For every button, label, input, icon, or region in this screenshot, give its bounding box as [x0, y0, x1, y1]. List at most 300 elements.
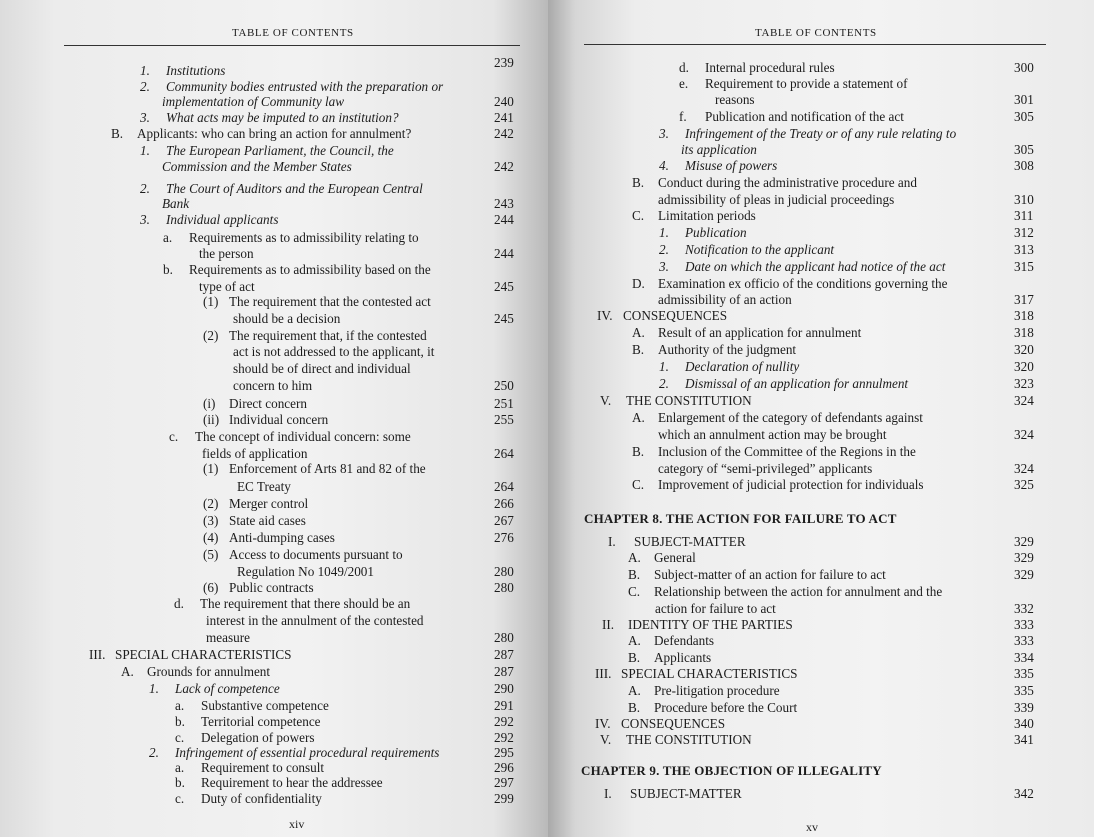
- toc-page-number: 292: [494, 714, 514, 729]
- toc-entry-number: A.: [632, 410, 645, 425]
- toc-page-number: 301: [1014, 92, 1034, 107]
- toc-entry: [632, 208, 756, 223]
- toc-page-number: 296: [494, 760, 514, 775]
- toc-entry: [632, 410, 923, 425]
- toc-entry: [628, 567, 886, 582]
- toc-entry-number: (2): [203, 328, 219, 343]
- toc-entry-title: concern to him: [233, 378, 313, 393]
- toc-entry-title: Pre-litigation procedure: [654, 683, 780, 698]
- toc-entry: [111, 126, 411, 141]
- toc-entry-number: 1.: [140, 63, 150, 78]
- toc-entry: [632, 444, 916, 459]
- toc-entry: [140, 143, 394, 158]
- toc-entry-title: Enlargement of the category of defendants against: [658, 410, 923, 425]
- toc-entry: [203, 530, 335, 545]
- toc-page-number: 312: [1014, 225, 1034, 240]
- toc-entry-number: 2.: [659, 376, 669, 391]
- toc-entry-title: Examination ex officio of the conditions governing the: [658, 276, 948, 291]
- toc-entry-title: Territorial competence: [201, 714, 321, 729]
- toc-entry: [628, 700, 797, 715]
- toc-entry-title: Dismissal of an application for annulment: [685, 376, 909, 391]
- toc-entry-number: B.: [628, 567, 641, 582]
- toc-page-number: 276: [494, 530, 514, 545]
- toc-entry-number: IV.: [597, 308, 613, 323]
- toc-entry: [600, 732, 752, 747]
- toc-page-number: 264: [494, 479, 514, 494]
- toc-entry-title: CONSEQUENCES: [621, 716, 726, 731]
- toc-entry: [233, 344, 434, 359]
- toc-entry-number: II.: [602, 617, 615, 632]
- toc-entry-title: The European Parliament, the Council, the: [166, 143, 394, 158]
- toc-entry-number: A.: [632, 325, 645, 340]
- toc-page-number: 324: [1014, 461, 1034, 476]
- toc-entry-number: V.: [600, 393, 612, 408]
- toc-entry-title: admissibility of an action: [658, 292, 792, 307]
- toc-entry-title: The requirement that, if the contested: [229, 328, 427, 343]
- toc-entry-number: (ii): [203, 412, 220, 427]
- toc-page-number: 329: [1014, 550, 1034, 565]
- toc-entry: [608, 534, 746, 549]
- toc-entry: [203, 412, 328, 427]
- toc-page-number: 341: [1014, 732, 1034, 747]
- toc-entry-title: reasons: [715, 92, 755, 107]
- toc-entry-number: 2.: [140, 79, 150, 94]
- toc-entry-number: V.: [600, 732, 612, 747]
- toc-entry-title: Substantive competence: [201, 698, 329, 713]
- toc-entry-title: Declaration of nullity: [685, 359, 800, 374]
- right-folio: xv: [806, 820, 818, 834]
- toc-page-number: 325: [1014, 477, 1034, 492]
- toc-entry: [658, 427, 887, 442]
- toc-entry-title: Publication: [685, 225, 747, 240]
- toc-entry: [655, 601, 776, 616]
- toc-entry: [163, 230, 419, 245]
- toc-page-number: 329: [1014, 534, 1034, 549]
- toc-entry: [600, 393, 752, 408]
- toc-entry-number: (6): [203, 580, 219, 595]
- toc-entry-title: Requirements as to admissibility relating to: [189, 230, 419, 245]
- toc-page-number: 332: [1014, 601, 1034, 616]
- toc-entry: [628, 683, 780, 698]
- toc-entry: [199, 279, 255, 294]
- toc-page-number: 297: [494, 775, 514, 790]
- toc-entry: [203, 513, 306, 528]
- toc-entry-title: Applicants: [654, 650, 712, 665]
- toc-page-number: 315: [1014, 259, 1034, 274]
- toc-entry-number: A.: [121, 664, 134, 679]
- toc-entry-title: Relationship between the action for annulment and the: [654, 584, 943, 599]
- toc-entry: [162, 94, 344, 109]
- toc-entry-number: f.: [679, 109, 687, 124]
- toc-page-number: 287: [494, 647, 514, 662]
- toc-entry-title: SPECIAL CHARACTERISTICS: [621, 666, 798, 681]
- toc-entry: [175, 714, 321, 729]
- toc-page-number: 264: [494, 446, 514, 461]
- toc-page-number: 333: [1014, 617, 1034, 632]
- toc-page-number: 280: [494, 630, 514, 645]
- toc-entry: [659, 225, 747, 240]
- toc-entry: [679, 60, 835, 75]
- toc-entry-number: e.: [679, 76, 689, 91]
- toc-entry-number: B.: [632, 444, 645, 459]
- toc-entry-number: (5): [203, 547, 219, 562]
- toc-page-number: 242: [494, 126, 514, 141]
- toc-entry: [169, 429, 411, 444]
- toc-entry: [632, 175, 917, 190]
- toc-entry-number: 3.: [140, 110, 150, 125]
- toc-entry-title: General: [654, 550, 696, 565]
- toc-entry: [199, 246, 254, 261]
- toc-page-number: 333: [1014, 633, 1034, 648]
- toc-entry-title: Misuse of powers: [685, 158, 778, 173]
- toc-entry-title: Requirement to provide a statement of: [705, 76, 908, 91]
- toc-entry-title: Result of an application for annulment: [658, 325, 862, 340]
- toc-entry-title: the person: [199, 246, 254, 261]
- toc-entry-title: Notification to the applicant: [685, 242, 835, 257]
- toc-page-number: 318: [1014, 325, 1034, 340]
- toc-entry-number: III.: [595, 666, 612, 681]
- toc-entry-title: SUBJECT-MATTER: [634, 534, 746, 549]
- toc-entry: [149, 745, 439, 760]
- toc-entry: [659, 126, 956, 141]
- toc-page-number: 305: [1014, 142, 1034, 157]
- toc-entry-number: B.: [632, 342, 645, 357]
- toc-entry-number: 2.: [149, 745, 159, 760]
- toc-entry-number: (i): [203, 396, 216, 411]
- toc-entry-title: Internal procedural rules: [705, 60, 835, 75]
- toc-entry-number: C.: [628, 584, 641, 599]
- toc-page-number: 299: [494, 791, 514, 806]
- toc-entry-number: 1.: [149, 681, 159, 696]
- toc-entry-number: I.: [608, 534, 616, 549]
- toc-entry: [628, 584, 942, 599]
- toc-entry-title: admissibility of pleas in judicial proceedings: [658, 192, 895, 207]
- toc-page-number: 241: [494, 110, 514, 125]
- toc-entry: [203, 547, 403, 562]
- toc-entry: [140, 63, 225, 78]
- toc-entry-title: act is not addressed to the applicant, it: [233, 344, 435, 359]
- toc-entry-title: Access to documents pursuant to: [229, 547, 403, 562]
- toc-page-number: 335: [1014, 683, 1034, 698]
- toc-entry: [604, 786, 742, 801]
- toc-page-number: 287: [494, 664, 514, 679]
- toc-entry-number: A.: [628, 633, 641, 648]
- toc-entry: [632, 477, 924, 492]
- toc-entry-title: Limitation periods: [658, 208, 756, 223]
- toc-page-number: 342: [1014, 786, 1034, 801]
- toc-entry-number: B.: [111, 126, 124, 141]
- toc-page-number: 295: [494, 745, 514, 760]
- toc-entry: [206, 630, 250, 645]
- toc-entry-title: fields of application: [202, 446, 308, 461]
- toc-entry-number: b.: [175, 714, 185, 729]
- toc-page-number: 320: [1014, 342, 1034, 357]
- toc-entry-title: Requirements as to admissibility based on the: [189, 262, 431, 277]
- toc-page-number: 244: [494, 246, 514, 261]
- toc-entry: [175, 730, 315, 745]
- toc-entry-number: C.: [632, 477, 645, 492]
- toc-entry-title: SUBJECT-MATTER: [630, 786, 742, 801]
- toc-entry: [203, 580, 314, 595]
- toc-entry-title: interest in the annulment of the contested: [206, 613, 424, 628]
- toc-page-number: 255: [494, 412, 514, 427]
- toc-entry: [202, 446, 307, 461]
- toc-entry-number: c.: [175, 791, 185, 806]
- toc-entry-number: IV.: [595, 716, 611, 731]
- toc-entry-title: action for failure to act: [655, 601, 776, 616]
- toc-page-number: 313: [1014, 242, 1034, 257]
- toc-entry-title: Regulation No 1049/2001: [237, 564, 374, 579]
- toc-entry-title: CONSEQUENCES: [623, 308, 728, 323]
- toc-entry: [628, 550, 696, 565]
- toc-entry-title: measure: [206, 630, 250, 645]
- toc-entry-title: Enforcement of Arts 81 and 82 of the: [229, 461, 426, 476]
- toc-entry: [203, 461, 426, 476]
- right-header-rule: [584, 44, 1046, 45]
- toc-entry-title: THE CONSTITUTION: [626, 393, 752, 408]
- toc-entry-title: Subject-matter of an action for failure to act: [654, 567, 886, 582]
- toc-entry-number: 1.: [659, 225, 669, 240]
- toc-page-number: 329: [1014, 567, 1034, 582]
- toc-entry-number: A.: [628, 683, 641, 698]
- toc-entry: [628, 633, 714, 648]
- toc-entry: [715, 92, 755, 107]
- toc-entry-title: The concept of individual concern: some: [195, 429, 411, 444]
- toc-page-number: 240: [494, 94, 514, 109]
- toc-entry-title: Applicants: who can bring an action for annulment?: [137, 126, 412, 141]
- toc-entry-title: Community bodies entrusted with the preparation or: [166, 79, 444, 94]
- toc-page-number: 242: [494, 159, 514, 174]
- left-header-rule: [64, 45, 520, 46]
- toc-page-number: 292: [494, 730, 514, 745]
- toc-entry: [89, 647, 291, 662]
- right-page: [548, 0, 1094, 837]
- toc-entry-number: B.: [628, 650, 641, 665]
- toc-entry-number: 1.: [140, 143, 150, 158]
- toc-entry: [162, 196, 189, 211]
- toc-entry-title: type of act: [199, 279, 255, 294]
- toc-entry: [632, 325, 861, 340]
- toc-entry-title: EC Treaty: [237, 479, 291, 494]
- toc-entry-title: Commission and the Member States: [162, 159, 352, 174]
- toc-entry-title: Defendants: [654, 633, 715, 648]
- toc-entry-title: Infringement of the Treaty or of any rule relating to: [685, 126, 957, 141]
- toc-entry-number: C.: [632, 208, 645, 223]
- toc-entry: [659, 359, 799, 374]
- toc-entry: [206, 613, 424, 628]
- toc-entry-title: Bank: [162, 196, 190, 211]
- toc-entry-title: The Court of Auditors and the European Central: [166, 181, 423, 196]
- toc-entry-title: Individual concern: [229, 412, 329, 427]
- toc-entry: [233, 361, 411, 376]
- toc-entry-title: its application: [681, 142, 757, 157]
- toc-entry-title: Grounds for annulment: [147, 664, 271, 679]
- toc-entry: [121, 664, 270, 679]
- toc-entry: [162, 159, 352, 174]
- chapter-heading: [584, 511, 897, 526]
- toc-entry: [658, 461, 872, 476]
- toc-page-number: 339: [1014, 700, 1034, 715]
- toc-entry: [659, 242, 834, 257]
- toc-entry-title: Requirement to consult: [201, 760, 325, 775]
- toc-entry-number: c.: [169, 429, 179, 444]
- toc-entry: [659, 158, 777, 173]
- toc-entry-number: a.: [163, 230, 173, 245]
- toc-entry: [175, 698, 329, 713]
- toc-entry-number: 1.: [659, 359, 669, 374]
- toc-entry-title: Improvement of judicial protection for individuals: [658, 477, 924, 492]
- toc-entry: [595, 666, 797, 681]
- toc-page-number: 290: [494, 681, 514, 696]
- toc-page-number: 251: [494, 396, 514, 411]
- toc-entry-title: Conduct during the administrative procedure and: [658, 175, 917, 190]
- toc-entry-title: Date on which the applicant had notice of the act: [685, 259, 946, 274]
- toc-entry-number: 3.: [140, 212, 150, 227]
- toc-entry-title: which an annulment action may be brought: [658, 427, 887, 442]
- toc-entry-number: a.: [175, 698, 185, 713]
- toc-entry: [632, 342, 796, 357]
- toc-page-number: 239: [494, 55, 514, 70]
- toc-entry: [659, 376, 908, 391]
- toc-entry-title: Inclusion of the Committee of the Regions in the: [658, 444, 916, 459]
- toc-entry-title: Authority of the judgment: [658, 342, 797, 357]
- toc-entry: [597, 308, 727, 323]
- toc-entry-title: Merger control: [229, 496, 309, 511]
- toc-entry: [237, 479, 291, 494]
- toc-entry-title: State aid cases: [229, 513, 306, 528]
- toc-entry-number: A.: [628, 550, 641, 565]
- right-running-head: TABLE OF CONTENTS: [755, 27, 877, 39]
- toc-entry-number: 2.: [140, 181, 150, 196]
- toc-entry-title: The requirement that there should be an: [200, 596, 411, 611]
- toc-entry-title: Procedure before the Court: [654, 700, 798, 715]
- toc-page-number: 318: [1014, 308, 1034, 323]
- toc-entry-number: d.: [679, 60, 689, 75]
- toc-page-number: 335: [1014, 666, 1034, 681]
- toc-page-number: 323: [1014, 376, 1034, 391]
- toc-entry: [175, 791, 322, 806]
- toc-entry: [203, 396, 307, 411]
- toc-entry-number: D.: [632, 276, 645, 291]
- toc-entry-title: CHAPTER 9. THE OBJECTION OF ILLEGALITY: [581, 763, 882, 778]
- toc-entry: [658, 192, 894, 207]
- toc-entry-title: Institutions: [166, 63, 226, 78]
- toc-entry: [149, 681, 280, 696]
- toc-entry-number: 3.: [659, 126, 669, 141]
- toc-entry-number: 4.: [659, 158, 669, 173]
- toc-entry: [233, 378, 312, 393]
- toc-entry: [140, 181, 423, 196]
- toc-entry: [679, 109, 904, 124]
- toc-entry-number: B.: [628, 700, 641, 715]
- toc-page-number: 266: [494, 496, 514, 511]
- toc-entry-title: IDENTITY OF THE PARTIES: [628, 617, 793, 632]
- toc-page-number: 324: [1014, 427, 1034, 442]
- toc-entry-title: Publication and notification of the act: [705, 109, 904, 124]
- toc-entry: [140, 79, 443, 94]
- toc-entry: [203, 496, 308, 511]
- toc-entry-number: (1): [203, 461, 219, 476]
- toc-entry: [237, 564, 374, 579]
- toc-entry-number: (2): [203, 496, 219, 511]
- toc-entry-number: (3): [203, 513, 219, 528]
- toc-entry-number: B.: [632, 175, 645, 190]
- toc-entry-number: b.: [175, 775, 185, 790]
- toc-entry: [628, 650, 711, 665]
- toc-entry-title: Anti-dumping cases: [229, 530, 335, 545]
- toc-entry-number: I.: [604, 786, 612, 801]
- toc-page-number: 244: [494, 212, 514, 227]
- toc-entry: [175, 760, 324, 775]
- toc-entry: [140, 110, 399, 125]
- toc-entry-title: Duty of confidentiality: [201, 791, 322, 806]
- toc-page-number: 340: [1014, 716, 1034, 731]
- toc-entry-number: 3.: [659, 259, 669, 274]
- toc-entry: [233, 311, 340, 326]
- toc-entry-number: a.: [175, 760, 185, 775]
- toc-page-number: 291: [494, 698, 514, 713]
- toc-entry: [175, 775, 383, 790]
- toc-entry-title: The requirement that the contested act: [229, 294, 431, 309]
- toc-page-number: 280: [494, 580, 514, 595]
- toc-page-number: 308: [1014, 158, 1034, 173]
- toc-entry-title: Direct concern: [229, 396, 307, 411]
- toc-page-number: 320: [1014, 359, 1034, 374]
- toc-entry-number: (4): [203, 530, 219, 545]
- toc-page-number: 300: [1014, 60, 1034, 75]
- toc-page-number: 311: [1014, 208, 1034, 223]
- toc-page-number: 324: [1014, 393, 1034, 408]
- toc-page-number: 280: [494, 564, 514, 579]
- toc-page-number: 243: [494, 196, 514, 211]
- toc-entry-title: implementation of Community law: [162, 94, 345, 109]
- left-folio: xiv: [289, 817, 305, 831]
- toc-page-number: 245: [494, 311, 514, 326]
- toc-entry-number: c.: [175, 730, 185, 745]
- toc-entry-title: category of “semi-privileged” applicants: [658, 461, 873, 476]
- toc-entry-title: Requirement to hear the addressee: [201, 775, 383, 790]
- toc-entry-title: should be a decision: [233, 311, 341, 326]
- chapter-heading: [581, 763, 882, 778]
- toc-entry-title: Infringement of essential procedural requirements: [175, 745, 440, 760]
- toc-entry: [203, 328, 427, 343]
- toc-entry-title: Individual applicants: [166, 212, 279, 227]
- toc-entry-title: SPECIAL CHARACTERISTICS: [115, 647, 292, 662]
- toc-page-number: 310: [1014, 192, 1034, 207]
- toc-entry: [203, 294, 431, 309]
- toc-entry-title: Delegation of powers: [201, 730, 315, 745]
- toc-entry: [679, 76, 908, 91]
- toc-page-number: 334: [1014, 650, 1034, 665]
- toc-entry: [595, 716, 725, 731]
- toc-entry: [140, 212, 278, 227]
- toc-entry-title: What acts may be imputed to an institution?: [166, 110, 399, 125]
- toc-entry-title: Lack of competence: [175, 681, 280, 696]
- toc-entry: [163, 262, 431, 277]
- left-running-head: TABLE OF CONTENTS: [232, 27, 354, 39]
- toc-entry: [681, 142, 757, 157]
- toc-page-number: 250: [494, 378, 514, 393]
- toc-page-number: 267: [494, 513, 514, 528]
- toc-entry: [659, 259, 945, 274]
- toc-entry-number: III.: [89, 647, 106, 662]
- toc-entry-number: d.: [174, 596, 184, 611]
- toc-entry: [174, 596, 410, 611]
- toc-entry-number: (1): [203, 294, 219, 309]
- toc-entry-title: should be of direct and individual: [233, 361, 411, 376]
- toc-entry-number: b.: [163, 262, 173, 277]
- toc-entry: [632, 276, 947, 291]
